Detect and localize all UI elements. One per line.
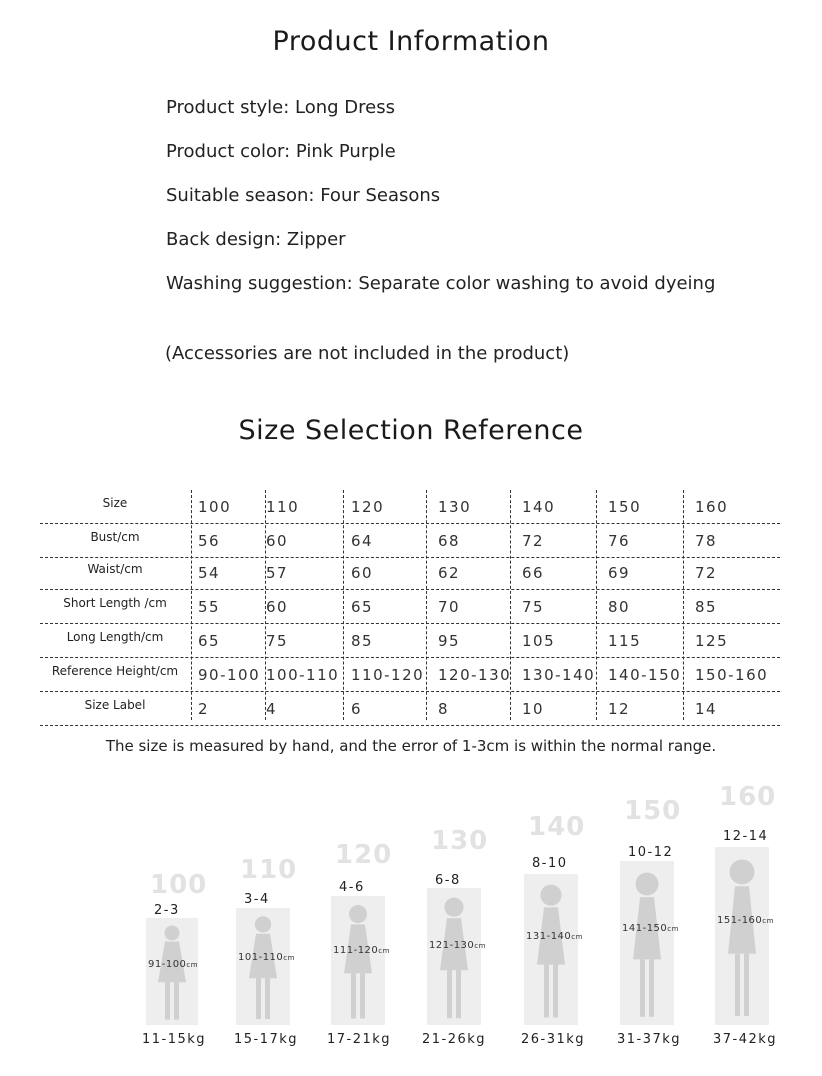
child-silhouette-panel — [715, 847, 769, 1025]
age-range: 3-4 — [244, 892, 270, 907]
table-cell: 10 — [522, 700, 545, 718]
table-cell: 60 — [266, 598, 289, 616]
table-cell: 57 — [266, 564, 289, 582]
height-range-label — [333, 945, 390, 956]
size-number: 110 — [240, 855, 298, 885]
table-row — [40, 692, 780, 726]
table-cell: 78 — [695, 532, 718, 550]
table-cell: 56 — [198, 532, 221, 550]
table-cell: 75 — [266, 632, 289, 650]
age-range: 6-8 — [435, 873, 461, 888]
table-cell: 76 — [608, 532, 631, 550]
table-cell: 8 — [438, 700, 450, 718]
child-silhouette-icon — [146, 918, 198, 1025]
child-silhouette-icon — [620, 861, 674, 1025]
height-range-label — [526, 931, 583, 942]
table-cell: 130 — [438, 498, 472, 516]
child-silhouette-panel — [620, 861, 674, 1025]
table-cell: 120 — [351, 498, 385, 516]
table-cell: 6 — [351, 700, 363, 718]
table-cell: 150-160 — [695, 666, 769, 684]
child-silhouette-panel — [524, 874, 578, 1025]
height-range-value: 131-140 — [526, 931, 572, 943]
table-cell: 65 — [198, 632, 221, 650]
height-unit: cm — [762, 916, 774, 925]
height-range-value: 101-110 — [238, 952, 284, 964]
height-unit: cm — [378, 947, 390, 956]
height-range-value: 141-150 — [622, 923, 668, 935]
height-range-label — [622, 923, 679, 934]
table-cell: 85 — [351, 632, 374, 650]
height-range-value: 121-130 — [429, 940, 475, 952]
size-selection-title: Size Selection Reference — [238, 415, 584, 446]
height-range-value: 111-120 — [333, 945, 379, 957]
table-row — [40, 624, 780, 658]
table-cell: 54 — [198, 564, 221, 582]
table-cell: 140 — [522, 498, 556, 516]
height-range-label — [238, 952, 295, 963]
child-silhouette-panel — [331, 896, 385, 1025]
table-cell: 75 — [522, 598, 545, 616]
product-information-title: Product Information — [272, 26, 550, 57]
age-range: 2-3 — [154, 903, 180, 918]
size-number: 100 — [150, 870, 208, 900]
table-cell: 60 — [351, 564, 374, 582]
table-cell: 120-130 — [438, 666, 512, 684]
weight-range: 37-42kg — [713, 1032, 778, 1047]
child-silhouette-icon — [524, 874, 578, 1025]
product-style-line: Product style: Long Dress — [166, 97, 395, 118]
height-unit: cm — [474, 942, 486, 951]
table-cell: 69 — [608, 564, 631, 582]
height-unit: cm — [283, 954, 295, 963]
height-unit: cm — [186, 960, 199, 969]
size-number: 140 — [528, 812, 586, 842]
table-cell: 110-120 — [351, 666, 425, 684]
suitable-season-line: Suitable season: Four Seasons — [166, 185, 441, 206]
table-cell: 110 — [266, 498, 300, 516]
age-range: 4-6 — [339, 880, 365, 895]
height-range-value: 91-100 — [148, 958, 187, 970]
weight-range: 21-26kg — [422, 1032, 487, 1047]
child-silhouette-panel — [427, 888, 481, 1025]
table-cell: 100 — [198, 498, 232, 516]
weight-range: 11-15kg — [142, 1032, 207, 1047]
table-row — [40, 590, 780, 624]
table-cell: 14 — [695, 700, 718, 718]
table-cell: 150 — [608, 498, 642, 516]
weight-range: 26-31kg — [521, 1032, 586, 1047]
table-cell: 80 — [608, 598, 631, 616]
size-number: 150 — [624, 796, 682, 826]
child-silhouette-icon — [331, 896, 385, 1025]
table-cell: 55 — [198, 598, 221, 616]
age-range: 10-12 — [628, 845, 674, 860]
height-unit: cm — [571, 933, 583, 942]
height-unit: cm — [667, 925, 679, 934]
height-range-value: 151-160 — [717, 914, 763, 926]
table-cell: 95 — [438, 632, 461, 650]
height-range-label — [429, 940, 486, 951]
table-cell: 2 — [198, 700, 210, 718]
table-cell: 140-150 — [608, 666, 682, 684]
measurement-note: The size is measured by hand, and the error of 1-3cm is within the normal range. — [105, 737, 717, 755]
row-label: Short Length /cm — [63, 596, 167, 610]
height-range-label — [148, 959, 198, 970]
row-label: Bust/cm — [90, 530, 140, 544]
size-number: 160 — [719, 782, 777, 812]
height-range-label — [717, 915, 774, 926]
row-label: Size Label — [84, 698, 146, 712]
child-silhouette-icon — [715, 847, 769, 1025]
table-cell: 130-140 — [522, 666, 596, 684]
table-cell: 64 — [351, 532, 374, 550]
size-number: 130 — [431, 826, 489, 856]
table-cell: 115 — [608, 632, 642, 650]
table-cell: 125 — [695, 632, 729, 650]
table-cell: 90-100 — [198, 666, 261, 684]
table-cell: 68 — [438, 532, 461, 550]
row-label: Waist/cm — [87, 562, 143, 576]
table-row — [40, 658, 780, 692]
child-silhouette-panel — [236, 908, 290, 1025]
table-cell: 85 — [695, 598, 718, 616]
accessories-note: (Accessories are not included in the product) — [165, 343, 570, 364]
table-cell: 72 — [695, 564, 718, 582]
child-silhouette-icon — [236, 908, 290, 1025]
washing-suggestion-line: Washing suggestion: Separate color washing to avoid dyeing — [166, 273, 716, 294]
table-cell: 66 — [522, 564, 545, 582]
table-cell: 72 — [522, 532, 545, 550]
weight-range: 15-17kg — [234, 1032, 299, 1047]
back-design-line: Back design: Zipper — [166, 229, 346, 250]
child-silhouette-icon — [427, 888, 481, 1025]
table-cell: 70 — [438, 598, 461, 616]
row-label: Long Length/cm — [66, 630, 164, 644]
weight-range: 31-37kg — [617, 1032, 682, 1047]
row-label: Size — [102, 496, 128, 510]
child-silhouette-panel — [146, 918, 198, 1025]
table-row — [40, 490, 780, 524]
row-label: Reference Height/cm — [51, 664, 179, 678]
age-range: 12-14 — [723, 829, 769, 844]
table-cell: 160 — [695, 498, 729, 516]
table-cell: 4 — [266, 700, 278, 718]
age-range: 8-10 — [532, 856, 568, 871]
table-cell: 105 — [522, 632, 556, 650]
product-color-line: Product color: Pink Purple — [166, 141, 396, 162]
table-cell: 12 — [608, 700, 631, 718]
table-cell: 100-110 — [266, 666, 340, 684]
table-cell: 65 — [351, 598, 374, 616]
table-row — [40, 556, 780, 590]
weight-range: 17-21kg — [327, 1032, 392, 1047]
table-row — [40, 524, 780, 558]
table-cell: 60 — [266, 532, 289, 550]
table-cell: 62 — [438, 564, 461, 582]
size-number: 120 — [335, 840, 393, 870]
